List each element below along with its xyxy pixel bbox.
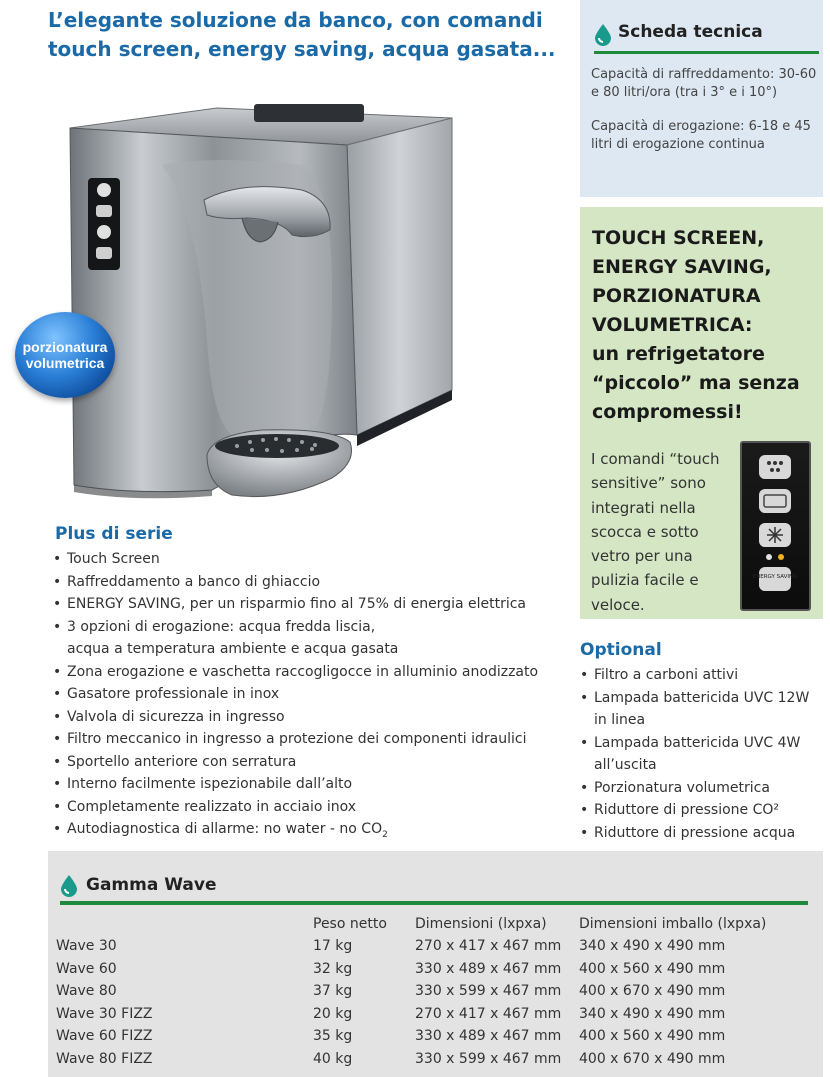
headline-line-1: L’elegante soluzione da banco, con comandi (48, 8, 543, 32)
table-cell: Wave 30 FIZZ (56, 1005, 153, 1022)
title-line: VOLUMETRICA: (592, 314, 753, 336)
badge-line-1: porzionatura (22, 339, 108, 355)
porzionatura-volumetrica-badge (15, 312, 115, 398)
headline (48, 6, 578, 64)
headline-line-2: touch screen, energy saving, acqua gasata... (48, 37, 556, 61)
list-item-text: 3 opzioni di erogazione: acqua fredda liscia, (67, 618, 376, 635)
list-item: • Gasatore professionale in inox (53, 683, 553, 706)
list-item-text: Autodiagnostica di allarme: no water - no CO (67, 821, 383, 837)
table-row (56, 935, 779, 958)
table-cell: 40 kg (313, 1050, 353, 1067)
control-panel-buttons (742, 443, 809, 609)
list-item: • Lampada battericida UVC 12W in linea (580, 687, 825, 732)
scheda-tecnica-title: Scheda tecnica (618, 22, 763, 42)
water-dispenser-image (12, 90, 467, 525)
water-drop-icon (594, 24, 612, 46)
list-item: • Zona erogazione e vaschetta raccogligocce in alluminio anodizzato (53, 661, 553, 684)
table-cell: 340 x 490 x 490 mm (579, 1005, 726, 1022)
list-item: • Raffreddamento a banco di ghiaccio (53, 571, 553, 594)
table-cell: 330 x 489 x 467 mm (415, 1028, 562, 1045)
list-item: • Lampada battericida UVC 4W all’uscita (580, 732, 825, 777)
header-cell (56, 912, 313, 935)
plus-di-serie-title: Plus di serie (55, 524, 173, 544)
table-cell: 330 x 599 x 467 mm (415, 983, 562, 1000)
list-item-continuation: acqua a temperatura ambiente e acqua gasata (67, 641, 399, 657)
list-item: • Riduttore di pressione acqua (580, 822, 825, 845)
table-cell: Wave 60 (56, 960, 117, 977)
optional-list (580, 664, 825, 844)
scheda-tecnica-body (591, 66, 819, 170)
touch-screen-box (580, 207, 823, 619)
table-cell: 270 x 417 x 467 mm (415, 938, 562, 955)
gamma-wave-box (48, 851, 823, 1077)
badge-line-2: volumetrica (25, 355, 105, 371)
table-header-row (56, 912, 779, 935)
list-item: • Porzionatura volumetrica (580, 777, 825, 800)
table-row (56, 980, 779, 1003)
gamma-wave-header (60, 869, 808, 905)
list-item (53, 616, 553, 661)
scheda-tecnica-header (594, 14, 819, 54)
table-cell: Wave 80 (56, 983, 117, 1000)
table-cell: 330 x 489 x 467 mm (415, 960, 562, 977)
header-cell: Peso netto (313, 915, 387, 932)
energy-saving-label: ENERGY SAVING (752, 574, 798, 580)
optional-title: Optional (580, 640, 662, 660)
table-cell: Wave 80 FIZZ (56, 1050, 153, 1067)
header-cell: Dimensioni imballo (lxpxa) (579, 915, 767, 932)
title-line: un refrigetatore (592, 343, 765, 365)
table-row (56, 1025, 779, 1048)
list-item: • Touch Screen (53, 548, 553, 571)
gamma-wave-table (56, 912, 779, 1070)
water-drop-icon (60, 875, 78, 897)
table-cell: 20 kg (313, 1005, 353, 1022)
list-item: • ENERGY SAVING, per un risparmio fino al 75% di energia elettrica (53, 593, 553, 616)
plus-di-serie-list (53, 548, 553, 846)
table-cell: 400 x 670 x 490 mm (579, 1050, 726, 1067)
table-cell: 400 x 670 x 490 mm (579, 983, 726, 1000)
title-line: compromessi! (592, 401, 743, 423)
list-item: • Filtro a carboni attivi (580, 664, 825, 687)
title-line: TOUCH SCREEN, (592, 227, 765, 249)
table-cell: 400 x 560 x 490 mm (579, 960, 726, 977)
list-item: • Valvola di sicurezza in ingresso (53, 706, 553, 729)
list-item: • Riduttore di pressione CO² (580, 799, 825, 822)
table-row (56, 1003, 779, 1026)
list-item: • Filtro meccanico in ingresso a protezione dei componenti idraulici (53, 728, 553, 751)
table-cell: 270 x 417 x 467 mm (415, 1005, 562, 1022)
table-cell: 32 kg (313, 960, 353, 977)
table-cell: 330 x 599 x 467 mm (415, 1050, 562, 1067)
table-row (56, 958, 779, 981)
table-cell: Wave 30 (56, 938, 117, 955)
table-cell: Wave 60 FIZZ (56, 1028, 153, 1045)
table-row (56, 1048, 779, 1071)
title-line: “piccolo” ma senza (592, 372, 800, 394)
table-cell: 17 kg (313, 938, 353, 955)
table-cell: 400 x 560 x 490 mm (579, 1028, 726, 1045)
list-item: • Sportello anteriore con serratura (53, 751, 553, 774)
scheda-tecnica-box (580, 0, 823, 197)
touch-screen-description: I comandi “touch sensitive” sono integrati nella scocca e sotto vetro per una pulizia facile e veloce. (591, 450, 720, 614)
table-cell: 35 kg (313, 1028, 353, 1045)
list-item: • Interno facilmente ispezionabile dall’alto (53, 773, 553, 796)
control-panel-image (740, 441, 811, 611)
table-cell: 37 kg (313, 983, 353, 1000)
title-line: PORZIONATURA (592, 285, 761, 307)
list-item: • Completamente realizzato in acciaio inox (53, 796, 553, 819)
list-item (53, 818, 553, 846)
capacita-erogazione: Capacità di erogazione: 6-18 e 45 litri di erogazione continua (591, 119, 811, 152)
touch-screen-title (592, 224, 820, 427)
co2-subscript: 2 (382, 829, 388, 840)
title-line: ENERGY SAVING, (592, 256, 772, 278)
gamma-wave-title: Gamma Wave (86, 875, 217, 895)
header-cell: Dimensioni (lxpxa) (415, 915, 547, 932)
table-cell: 340 x 490 x 490 mm (579, 938, 726, 955)
capacita-raffreddamento: Capacità di raffreddamento: 30-60 e 80 litri/ora (tra i 3° e i 10°) (591, 67, 817, 100)
